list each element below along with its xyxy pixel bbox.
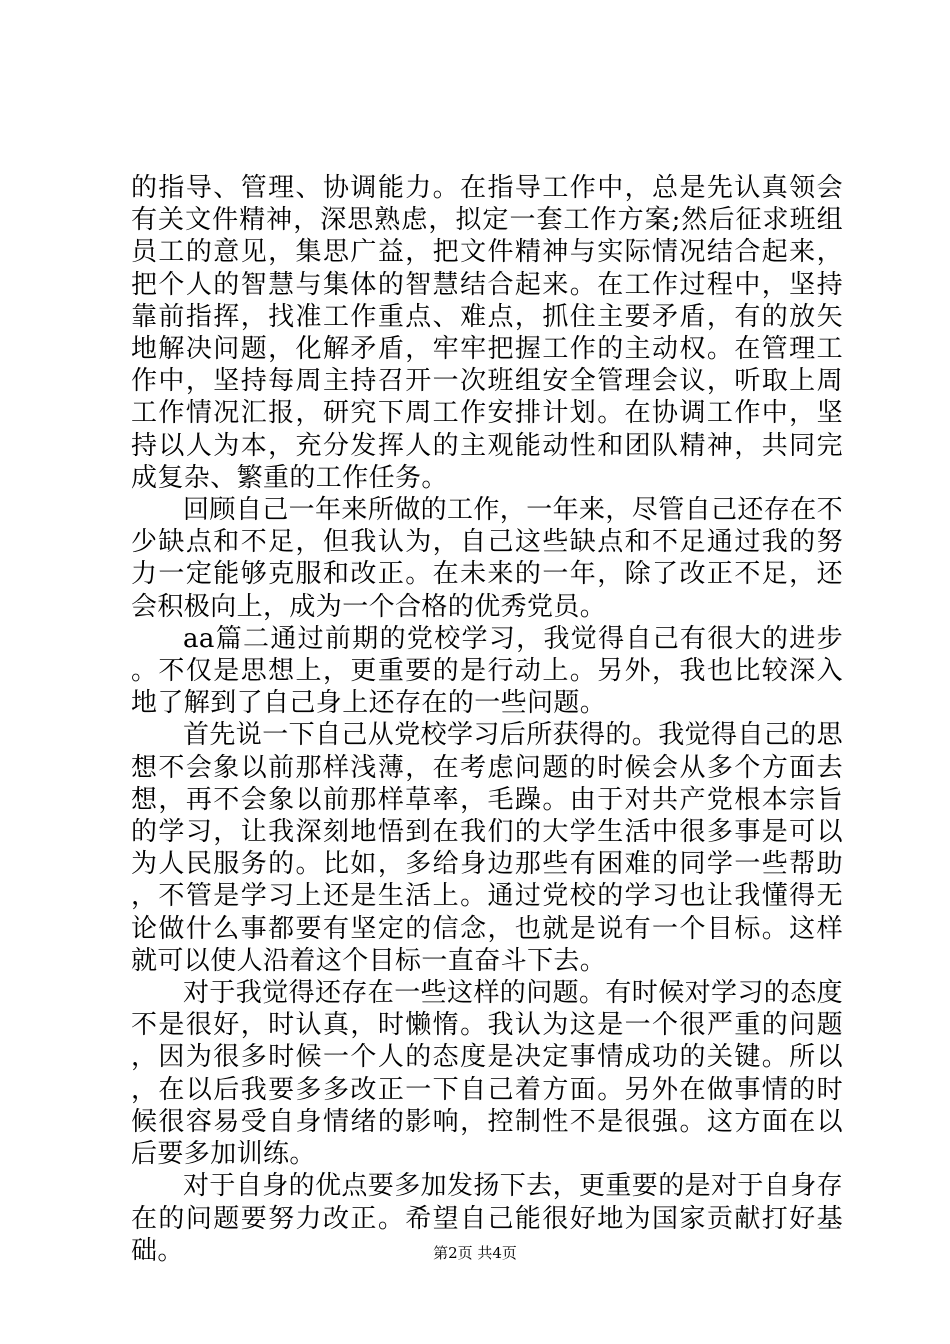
page-number-footer: 第2页 共4页 bbox=[433, 1244, 517, 1262]
document-body bbox=[131, 172, 843, 1267]
paragraph-6: 对于自身的优点要多加发扬下去，更重要的是对于自身存在的问题要努力改正。希望自己能很好地为国家贡献打好基础。 bbox=[131, 1171, 844, 1266]
paragraph-3: aa篇二通过前期的党校学习，我觉得自己有很大的进步。不仅是思想上，更重要的是行动上。另外，我也比较深入地了解到了自己身上还存在的一些问题。 bbox=[131, 623, 843, 719]
paragraph-5: 对于我觉得还存在一些这样的问题。有时候对学习的态度不是很好，时认真，时懒惰。我认为这是一个很严重的问题，因为很多时候一个人的态度是决定事情成功的关键。所以，在以后我要多多改正一下自己着方面。另外在做事情的时候很容易受自身情绪的影响，控制性不是很强。这方面在以后要多加训练。 bbox=[131, 978, 844, 1170]
paragraph-2: 回顾自己一年来所做的工作，一年来，尽管自己还存在不少缺点和不足，但我认为，自己这些缺点和不足通过我的努力一定能够克服和改正。在未来的一年，除了改正不足，还会积极向上，成为一个合格的优秀党员。 bbox=[131, 495, 844, 622]
paragraph-4: 首先说一下自己从党校学习后所获得的。我觉得自己的思想不会象以前那样浅薄，在考虑问题的时候会从多个方面去想，再不会象以前那样草率，毛躁。由于对共产党根本宗旨的学习，让我深刻地悟到在我们的大学生活中很多事是可以为人民服务的。比如，多给身边那些有困难的同学一些帮助，不管是学习上还是生活上。通过党校的学习也让我懂得无论做什么事都要有坚定的信念，也就是说有一个目标。这样就可以使人沿着这个目标一直奋斗下去。 bbox=[131, 720, 844, 976]
paragraph-1: 的指导、管理、协调能力。在指导工作中，总是先认真领会有关文件精神，深思熟虑，拟定一套工作方案;然后征求班组员工的意见，集思广益，把文件精神与实际情况结合起来，把个人的智慧与集体的智慧结合起来。在工作过程中，坚持靠前指挥，找准工作重点、难点，抓住主要矛盾，有的放矢地解决问题，化解矛盾，牢牢把握工作的主动权。在管理工作中，坚持每周主持召开一次班组安全管理会议，听取上周工作情况汇报，研究下周工作安排计划。在协调工作中，坚持以人为本，充分发挥人的主观能动性和团队精神，共同完成复杂、繁重的工作任务。 bbox=[131, 173, 843, 493]
